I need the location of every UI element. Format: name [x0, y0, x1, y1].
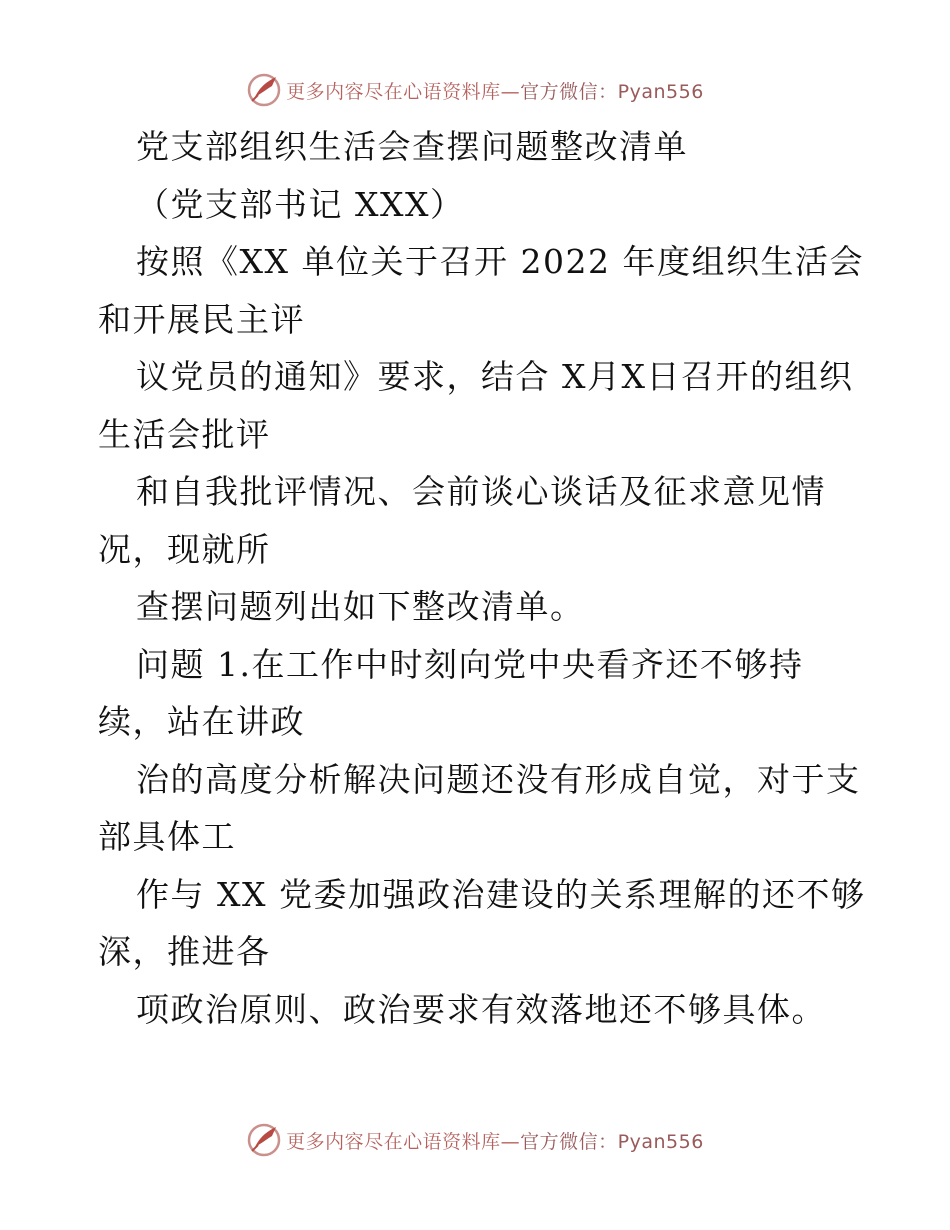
pen-logo-icon: [246, 72, 282, 108]
watermark-text: [286, 1127, 704, 1154]
watermark-main: 更多内容尽在心语资料库—: [286, 80, 521, 103]
watermark-main: 更多内容尽在心语资料库—: [286, 1130, 521, 1153]
body-line: 续，站在讲政: [98, 702, 305, 741]
body-line: 议党员的通知》要求，结合 X月X日召开的组织: [136, 357, 854, 396]
body-line: 查摆问题列出如下整改清单。: [136, 587, 585, 626]
body-line: 作与 XX 党委加强政治建设的关系理解的还不够: [136, 874, 866, 914]
header-watermark-banner: [0, 70, 950, 110]
body-line: 部具体工: [98, 817, 236, 856]
watermark-wechat: 官方微信：Pyan556: [520, 1130, 704, 1153]
body-line: 按照《XX 单位关于召开 2022 年度组织生活会: [136, 242, 864, 281]
watermark-text: [286, 77, 704, 104]
document-body: [98, 118, 898, 1038]
watermark-wechat: 官方微信：Pyan556: [520, 80, 704, 103]
body-line: 项政治原则、政治要求有效落地还不够具体。: [136, 989, 826, 1029]
doc-title: 党支部组织生活会查摆问题整改清单: [136, 127, 688, 166]
body-line: 况，现就所: [98, 529, 271, 569]
body-line: 和自我批评情况、会前谈心谈话及征求意见情: [136, 472, 826, 511]
body-line: 生活会批评: [98, 414, 271, 454]
body-line: 问题 1.在工作中时刻向党中央看齐还不够持: [136, 644, 804, 684]
doc-subtitle: （党支部书记 XXX）: [136, 184, 465, 224]
pen-logo-icon: [246, 1122, 282, 1158]
body-line: 治的高度分析解决问题还没有形成自觉，对于支: [136, 759, 861, 799]
body-line: 深，推进各: [98, 932, 271, 971]
footer-watermark-banner: [0, 1120, 950, 1160]
body-line: 和开展民主评: [98, 299, 305, 339]
